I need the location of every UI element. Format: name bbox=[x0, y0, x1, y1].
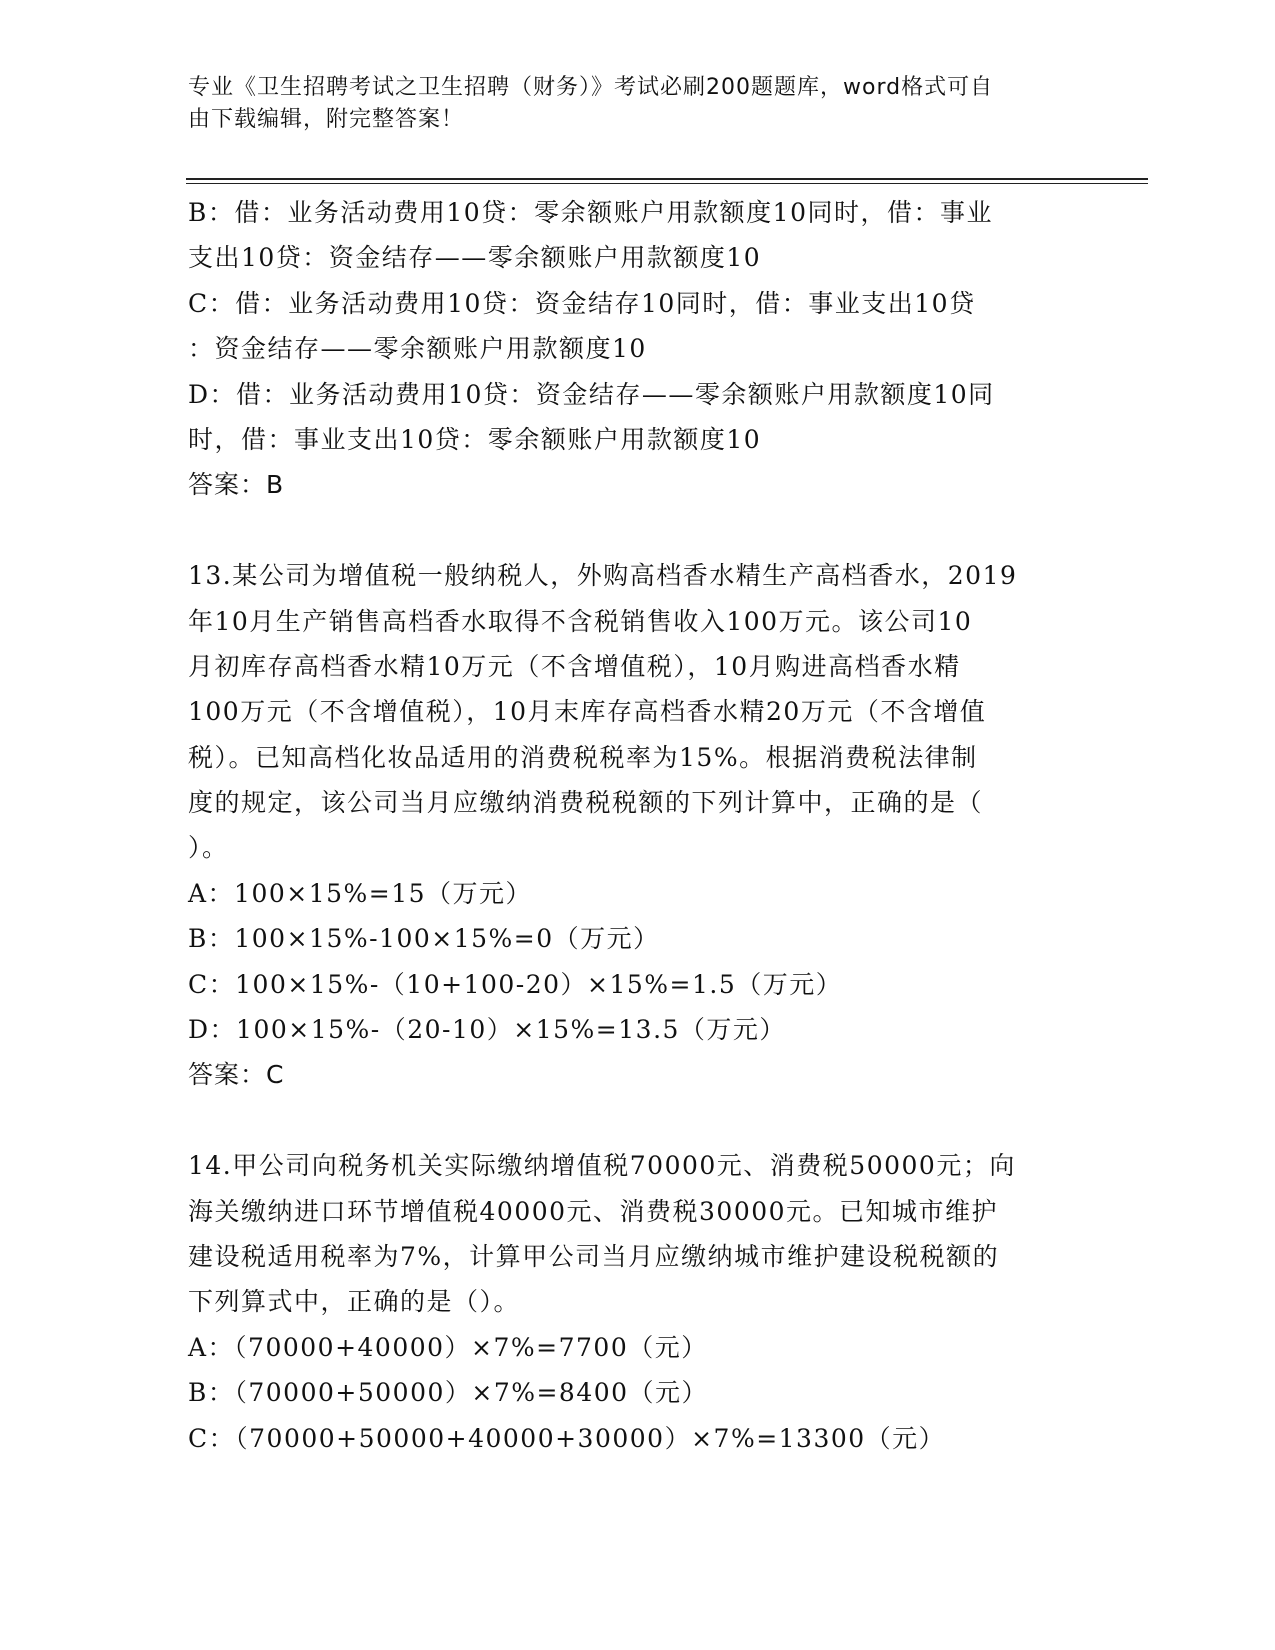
q13-stem-line-2: 年10月生产销售高档香水取得不含税销售收入100万元。该公司10 bbox=[188, 606, 973, 636]
q13-stem-line-1: 13.某公司为增值税一般纳税人，外购高档香水精生产高档香水，2019 bbox=[188, 561, 1018, 591]
header-line-1: 专业《卫生招聘考试之卫生招聘（财务）》考试必刷200题题库，word格式可自 bbox=[188, 75, 994, 100]
header-divider-thick bbox=[186, 178, 1148, 180]
spacer bbox=[188, 508, 1068, 553]
q14-stem-line-4: 下列算式中，正确的是（）。 bbox=[188, 1287, 521, 1317]
page-header bbox=[188, 72, 1068, 136]
q14-stem-line-3: 建设税适用税率为7%，计算甲公司当月应缴纳城市维护建设税税额的 bbox=[188, 1241, 1000, 1271]
q13-option-d: D：100×15%-（20-10）×15%=13.5（万元） bbox=[188, 1015, 786, 1045]
spacer bbox=[188, 1098, 1068, 1143]
q13-option-c: C：100×15%-（10+100-20）×15%=1.5（万元） bbox=[188, 969, 843, 999]
q14-option-c: C：（70000+50000+40000+30000）×7%=13300（元） bbox=[188, 1423, 946, 1453]
q13-stem-line-7: ）。 bbox=[188, 833, 229, 863]
q13-answer: 答案：C bbox=[188, 1060, 285, 1090]
q14-option-a: A：（70000+40000）×7%=7700（元） bbox=[188, 1332, 708, 1362]
document-body bbox=[188, 190, 1068, 1461]
q13-stem-line-5: 税）。已知高档化妆品适用的消费税税率为15%。根据消费税法律制 bbox=[188, 742, 978, 772]
q12-answer: 答案：B bbox=[188, 470, 285, 500]
q13-option-b: B：100×15%-100×15%=0（万元） bbox=[188, 924, 660, 954]
q13-stem-line-3: 月初库存高档香水精10万元（不含增值税），10月购进高档香水精 bbox=[188, 651, 961, 681]
q13-stem-line-6: 度的规定，该公司当月应缴纳消费税税额的下列计算中，正确的是（ bbox=[188, 788, 984, 818]
q12-option-d-line-1: D：借：业务活动费用10贷：资金结存——零余额账户用款额度10同 bbox=[188, 379, 995, 409]
q14-option-b: B：（70000+50000）×7%=8400（元） bbox=[188, 1378, 709, 1408]
header-divider-thin bbox=[186, 183, 1148, 184]
q12-option-c-line-1: C：借：业务活动费用10贷：资金结存10同时，借：事业支出10贷 bbox=[188, 288, 976, 318]
q12-option-b-line-1: B：借：业务活动费用10贷：零余额账户用款额度10同时，借：事业 bbox=[188, 198, 993, 227]
q12-option-c-line-2: ：资金结存——零余额账户用款额度10 bbox=[188, 334, 647, 364]
q14-stem-line-2: 海关缴纳进口环节增值税40000元、消费税30000元。已知城市维护 bbox=[188, 1196, 999, 1226]
q12-option-b-line-2: 支出10贷：资金结存——零余额账户用款额度10 bbox=[188, 243, 762, 273]
question-14 bbox=[188, 1143, 1068, 1461]
q13-stem-line-4: 100万元（不含增值税），10月末库存高档香水精20万元（不含增值 bbox=[188, 697, 987, 727]
q14-stem-line-1: 14.甲公司向税务机关实际缴纳增值税70000元、消费税50000元；向 bbox=[188, 1151, 1016, 1181]
question-13 bbox=[188, 553, 1068, 1098]
q13-option-a: A：100×15%=15（万元） bbox=[188, 878, 533, 908]
question-12 bbox=[188, 190, 1068, 508]
q12-option-d-line-2: 时，借：事业支出10贷：零余额账户用款额度10 bbox=[188, 424, 762, 454]
header-line-2: 由下载编辑，附完整答案！ bbox=[188, 107, 465, 132]
